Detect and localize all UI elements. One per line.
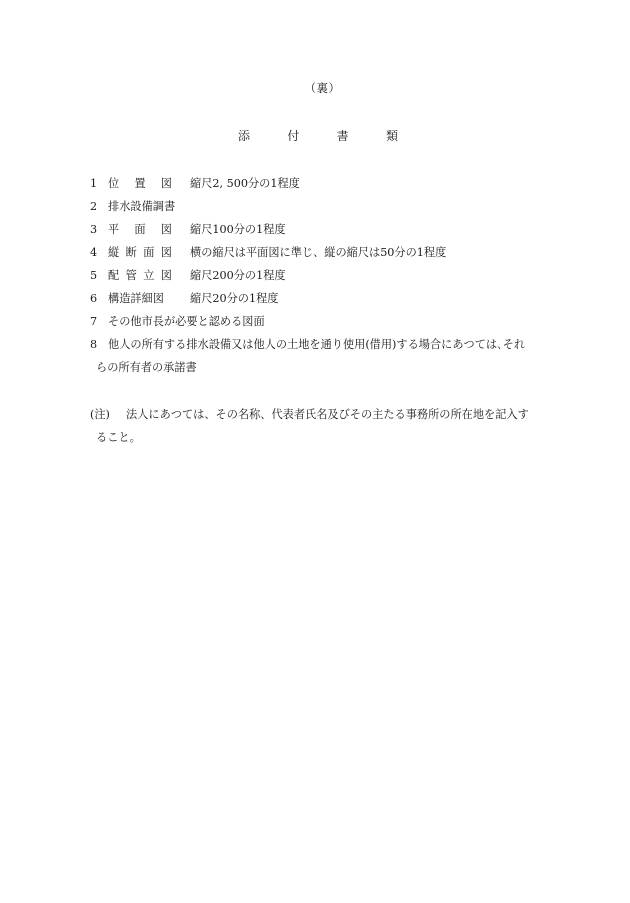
item-name: 構造詳細図 (108, 292, 164, 305)
item-name: 縦 断 面 図 (108, 246, 172, 259)
item-number: 5 (90, 269, 98, 282)
item-name: その他市長が必要と認める図面 (108, 315, 265, 328)
attachment-list (90, 172, 560, 379)
item-text-continuation: らの所有者の承諾書 (96, 361, 197, 374)
item-description: 横の縮尺は平面図に準じ、縦の縮尺は50分の1程度 (190, 246, 447, 259)
title-char: 付 (287, 129, 300, 143)
title-char: 類 (385, 129, 398, 143)
item-text: 他人の所有する排水設備又は他人の土地を通り使用(借用)する場合にあつては､それ (108, 338, 526, 351)
list-item (90, 218, 560, 241)
item-number: 6 (90, 292, 98, 305)
item-description: 縮尺200分の1程度 (190, 269, 286, 282)
item-number: 4 (90, 246, 98, 259)
item-number: 7 (90, 315, 98, 328)
item-number: 8 (90, 338, 98, 351)
item-name: 平 面 図 (108, 223, 172, 236)
note-text-continuation: ること。 (96, 431, 141, 444)
item-name: 位 置 図 (108, 177, 172, 190)
item-description: 縮尺100分の1程度 (190, 223, 286, 236)
note-continuation-row (90, 426, 560, 449)
title-char: 書 (336, 129, 349, 143)
page-title (238, 127, 398, 144)
note-block (90, 403, 560, 426)
list-item (90, 172, 560, 195)
item-number: 1 (90, 177, 98, 190)
item-description: 縮尺2, 500分の1程度 (190, 177, 300, 190)
item-number: 3 (90, 223, 98, 236)
item-number: 2 (90, 200, 98, 213)
item-name: 配 管 立 図 (108, 269, 172, 282)
list-item (90, 264, 560, 287)
title-char: 添 (238, 129, 251, 143)
list-item (90, 195, 560, 218)
item-description: 縮尺20分の1程度 (190, 292, 279, 305)
list-item (90, 333, 560, 356)
list-item (90, 287, 560, 310)
reverse-side-label: （裏） (304, 81, 341, 95)
list-item (90, 241, 560, 264)
item-name: 排水設備調書 (108, 200, 176, 213)
note-text: 法人にあつては、その名称、代表者氏名及びその主たる事務所の所在地を記入す (126, 408, 529, 421)
list-item (90, 310, 560, 333)
note-label: (注) (90, 408, 110, 421)
